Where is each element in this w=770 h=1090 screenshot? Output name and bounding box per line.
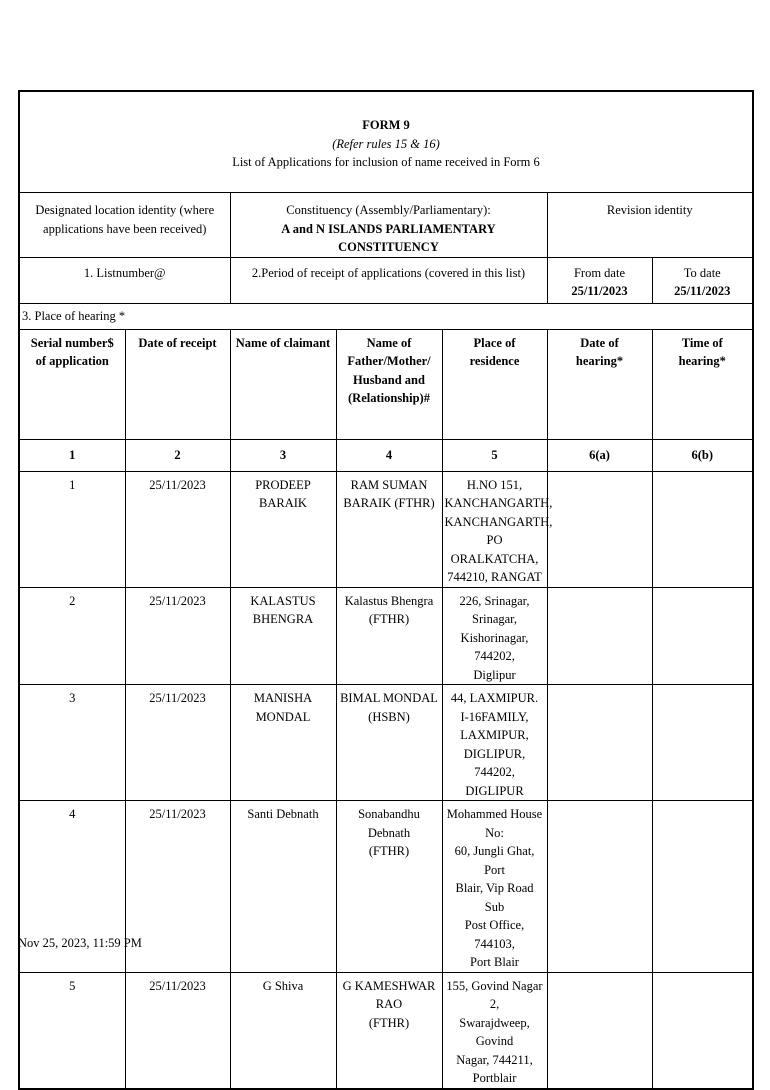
- period-cell: [230, 257, 547, 303]
- column-header-text: hearing*: [678, 354, 726, 368]
- residence-cell-line: DIGLIPUR: [465, 783, 524, 798]
- hearing-date-cell: [547, 972, 652, 1089]
- table-row: [19, 471, 753, 587]
- column-header-text: Place of: [473, 335, 516, 350]
- column-number-6: 6(a): [547, 439, 652, 471]
- residence-cell: [442, 587, 547, 685]
- residence-cell-line: LAXMIPUR,: [460, 728, 529, 742]
- claimant-name-cell-line: MANISHA MONDAL: [253, 691, 313, 724]
- serial-number-cell: 4: [19, 801, 125, 973]
- place-of-hearing-label: 3. Place of hearing *: [22, 308, 126, 323]
- list-number-label: 1. Listnumber@: [83, 265, 166, 280]
- hearing-time-cell: [652, 587, 753, 685]
- from-date-cell: [547, 257, 652, 303]
- table-row: [19, 685, 753, 801]
- column-header-text: Husband and: [353, 372, 425, 387]
- list-number-cell: [19, 257, 230, 303]
- residence-cell: [442, 801, 547, 973]
- date-of-receipt-cell: 25/11/2023: [125, 972, 230, 1089]
- period-label: 2.Period of receipt of applications (covered in this list): [251, 265, 526, 280]
- to-date-cell: [652, 257, 753, 303]
- constituency-label: Constituency (Assembly/Parliamentary):: [286, 203, 491, 217]
- claimant-name-cell: [230, 972, 336, 1089]
- hearing-time-cell: [652, 685, 753, 801]
- serial-number-cell: 3: [19, 685, 125, 801]
- claimant-name-cell-line: PRODEEP BARAIK: [255, 477, 311, 510]
- relation-name-cell-line: (HSBN): [368, 709, 410, 724]
- designated-location-cell: [19, 193, 230, 258]
- column-header-3: [230, 329, 336, 439]
- from-date-label: From date: [573, 265, 626, 280]
- form-description: List of Applications for inclusion of name received in Form 6: [232, 155, 540, 170]
- residence-cell-line: H.NO 151,: [466, 477, 523, 492]
- column-header-text: Date of: [580, 335, 619, 350]
- column-header-text: of application: [35, 354, 109, 368]
- to-date-label: To date: [683, 265, 721, 280]
- claimant-name-cell-line: G Shiva: [262, 978, 304, 993]
- column-number-2: 2: [125, 439, 230, 471]
- column-number-7: 6(b): [652, 439, 753, 471]
- hearing-date-cell: [547, 685, 652, 801]
- date-of-receipt-cell: 25/11/2023: [125, 471, 230, 587]
- residence-cell-line: Mohammed House No:: [446, 807, 543, 840]
- residence-cell-line: KANCHANGARTH,: [444, 514, 553, 529]
- constituency-cell: [230, 193, 547, 258]
- column-header-text: Date of receipt: [138, 335, 217, 350]
- hearing-time-cell: [652, 801, 753, 973]
- table-row: [19, 972, 753, 1089]
- place-of-hearing-cell: [19, 303, 753, 329]
- residence-cell-line: 44, LAXMIPUR.: [450, 691, 539, 705]
- form-title: FORM 9: [362, 118, 410, 133]
- date-of-receipt-cell: 25/11/2023: [125, 685, 230, 801]
- form-subtitle: (Refer rules 15 & 16): [332, 136, 440, 151]
- column-header-5: [442, 329, 547, 439]
- column-header-text: Name of: [366, 335, 412, 350]
- claimant-name-cell-line: Santi Debnath: [247, 807, 319, 821]
- date-of-receipt-cell: 25/11/2023: [125, 587, 230, 685]
- relation-name-cell-line: Kalastus Bhengra: [344, 593, 434, 608]
- claimant-name-cell: [230, 685, 336, 801]
- form-header: [19, 91, 753, 193]
- relation-name-cell: [336, 972, 442, 1089]
- column-header-text: (Relationship)#: [348, 391, 430, 405]
- revision-identity-label: Revision identity: [606, 203, 693, 217]
- serial-number-cell: 5: [19, 972, 125, 1089]
- claimant-name-cell: [230, 801, 336, 973]
- column-header-text: Serial number$: [30, 335, 114, 350]
- column-number-5: 5: [442, 439, 547, 471]
- residence-cell-line: Swarajdweep, Govind: [459, 1015, 530, 1048]
- hearing-date-cell: [547, 471, 652, 587]
- claimant-name-cell-line: BHENGRA: [252, 612, 314, 626]
- residence-cell-line: Kishorinagar, 744202,: [460, 630, 529, 663]
- relation-name-cell-line: BARAIK (FTHR): [343, 496, 435, 510]
- residence-cell: [442, 471, 553, 587]
- residence-cell: [442, 972, 547, 1089]
- relation-name-cell: [336, 587, 442, 685]
- serial-number-cell: 1: [19, 471, 125, 587]
- column-number-1: 1: [19, 439, 125, 471]
- hearing-date-cell: [547, 587, 652, 685]
- residence-cell-line: Blair, Vip Road Sub: [455, 881, 534, 914]
- hearing-time-cell: [652, 972, 753, 1089]
- column-number-row: [19, 439, 753, 471]
- residence-cell-line: Diglipur: [473, 667, 516, 682]
- relation-name-cell-line: BIMAL MONDAL: [340, 691, 438, 705]
- relation-name-cell: [336, 801, 442, 973]
- column-header-row: [19, 329, 753, 439]
- column-header-text: Name of claimant: [235, 335, 331, 350]
- relation-name-cell: [336, 471, 442, 587]
- claimant-name-cell: [230, 587, 336, 685]
- residence-cell-line: Port Blair: [470, 955, 519, 969]
- residence-cell-line: DIGLIPUR, 744202,: [463, 746, 526, 779]
- designated-location-label: Designated location identity (where: [35, 203, 215, 217]
- column-number-4: 4: [336, 439, 442, 471]
- column-header-text: hearing*: [575, 354, 624, 368]
- constituency-value: A and N ISLANDS PARLIAMENTARY CONSTITUENCY: [281, 221, 496, 254]
- residence-cell-line: 744210, RANGAT: [447, 570, 542, 584]
- to-date-value: 25/11/2023: [674, 284, 731, 298]
- date-of-receipt-cell: 25/11/2023: [125, 801, 230, 973]
- relation-name-cell-line: (FTHR): [368, 1015, 410, 1030]
- relation-name-cell-line: RAM SUMAN: [350, 477, 428, 492]
- print-timestamp: Nov 25, 2023, 11:59 PM: [18, 936, 142, 950]
- residence-cell-line: Post Office, 744103,: [464, 918, 525, 951]
- column-header-2: [125, 329, 230, 439]
- hearing-date-cell: [547, 801, 652, 973]
- column-header-1: [19, 329, 125, 439]
- column-number-3: 3: [230, 439, 336, 471]
- claimant-name-cell-line: KALASTUS: [250, 593, 316, 608]
- residence-cell: [442, 685, 547, 801]
- column-header-6: [547, 329, 652, 439]
- column-header-text: Father/Mother/: [347, 354, 431, 368]
- column-header-7: [652, 329, 753, 439]
- residence-cell-line: 60, Jungli Ghat, Port: [454, 844, 535, 877]
- residence-cell-line: PO ORALKATCHA,: [450, 533, 539, 566]
- column-header-4: [336, 329, 442, 439]
- residence-cell-line: 155, Govind Nagar 2,: [446, 978, 543, 1011]
- column-header-text: residence: [469, 354, 520, 368]
- relation-name-cell-line: (FTHR): [368, 844, 410, 858]
- relation-name-cell-line: Sonabandhu Debnath: [358, 807, 420, 840]
- residence-cell-line: I-16FAMILY,: [460, 709, 529, 724]
- table-row: [19, 587, 753, 685]
- residence-cell-line: 226, Srinagar, Srinagar,: [459, 593, 530, 626]
- hearing-time-cell: [652, 471, 753, 587]
- from-date-value: 25/11/2023: [571, 284, 628, 298]
- relation-name-cell: [336, 685, 442, 801]
- residence-cell-line: KANCHANGARTH,: [444, 496, 553, 510]
- relation-name-cell-line: G KAMESHWAR RAO: [342, 978, 436, 1011]
- serial-number-cell: 2: [19, 587, 125, 685]
- revision-identity-cell: [547, 193, 753, 258]
- residence-cell-line: Nagar, 744211, Portblair: [456, 1052, 533, 1085]
- claimant-name-cell: [230, 471, 336, 587]
- column-header-text: Time of: [681, 335, 723, 350]
- relation-name-cell-line: (FTHR): [368, 612, 410, 626]
- designated-location-label-2: applications have been received): [43, 221, 207, 236]
